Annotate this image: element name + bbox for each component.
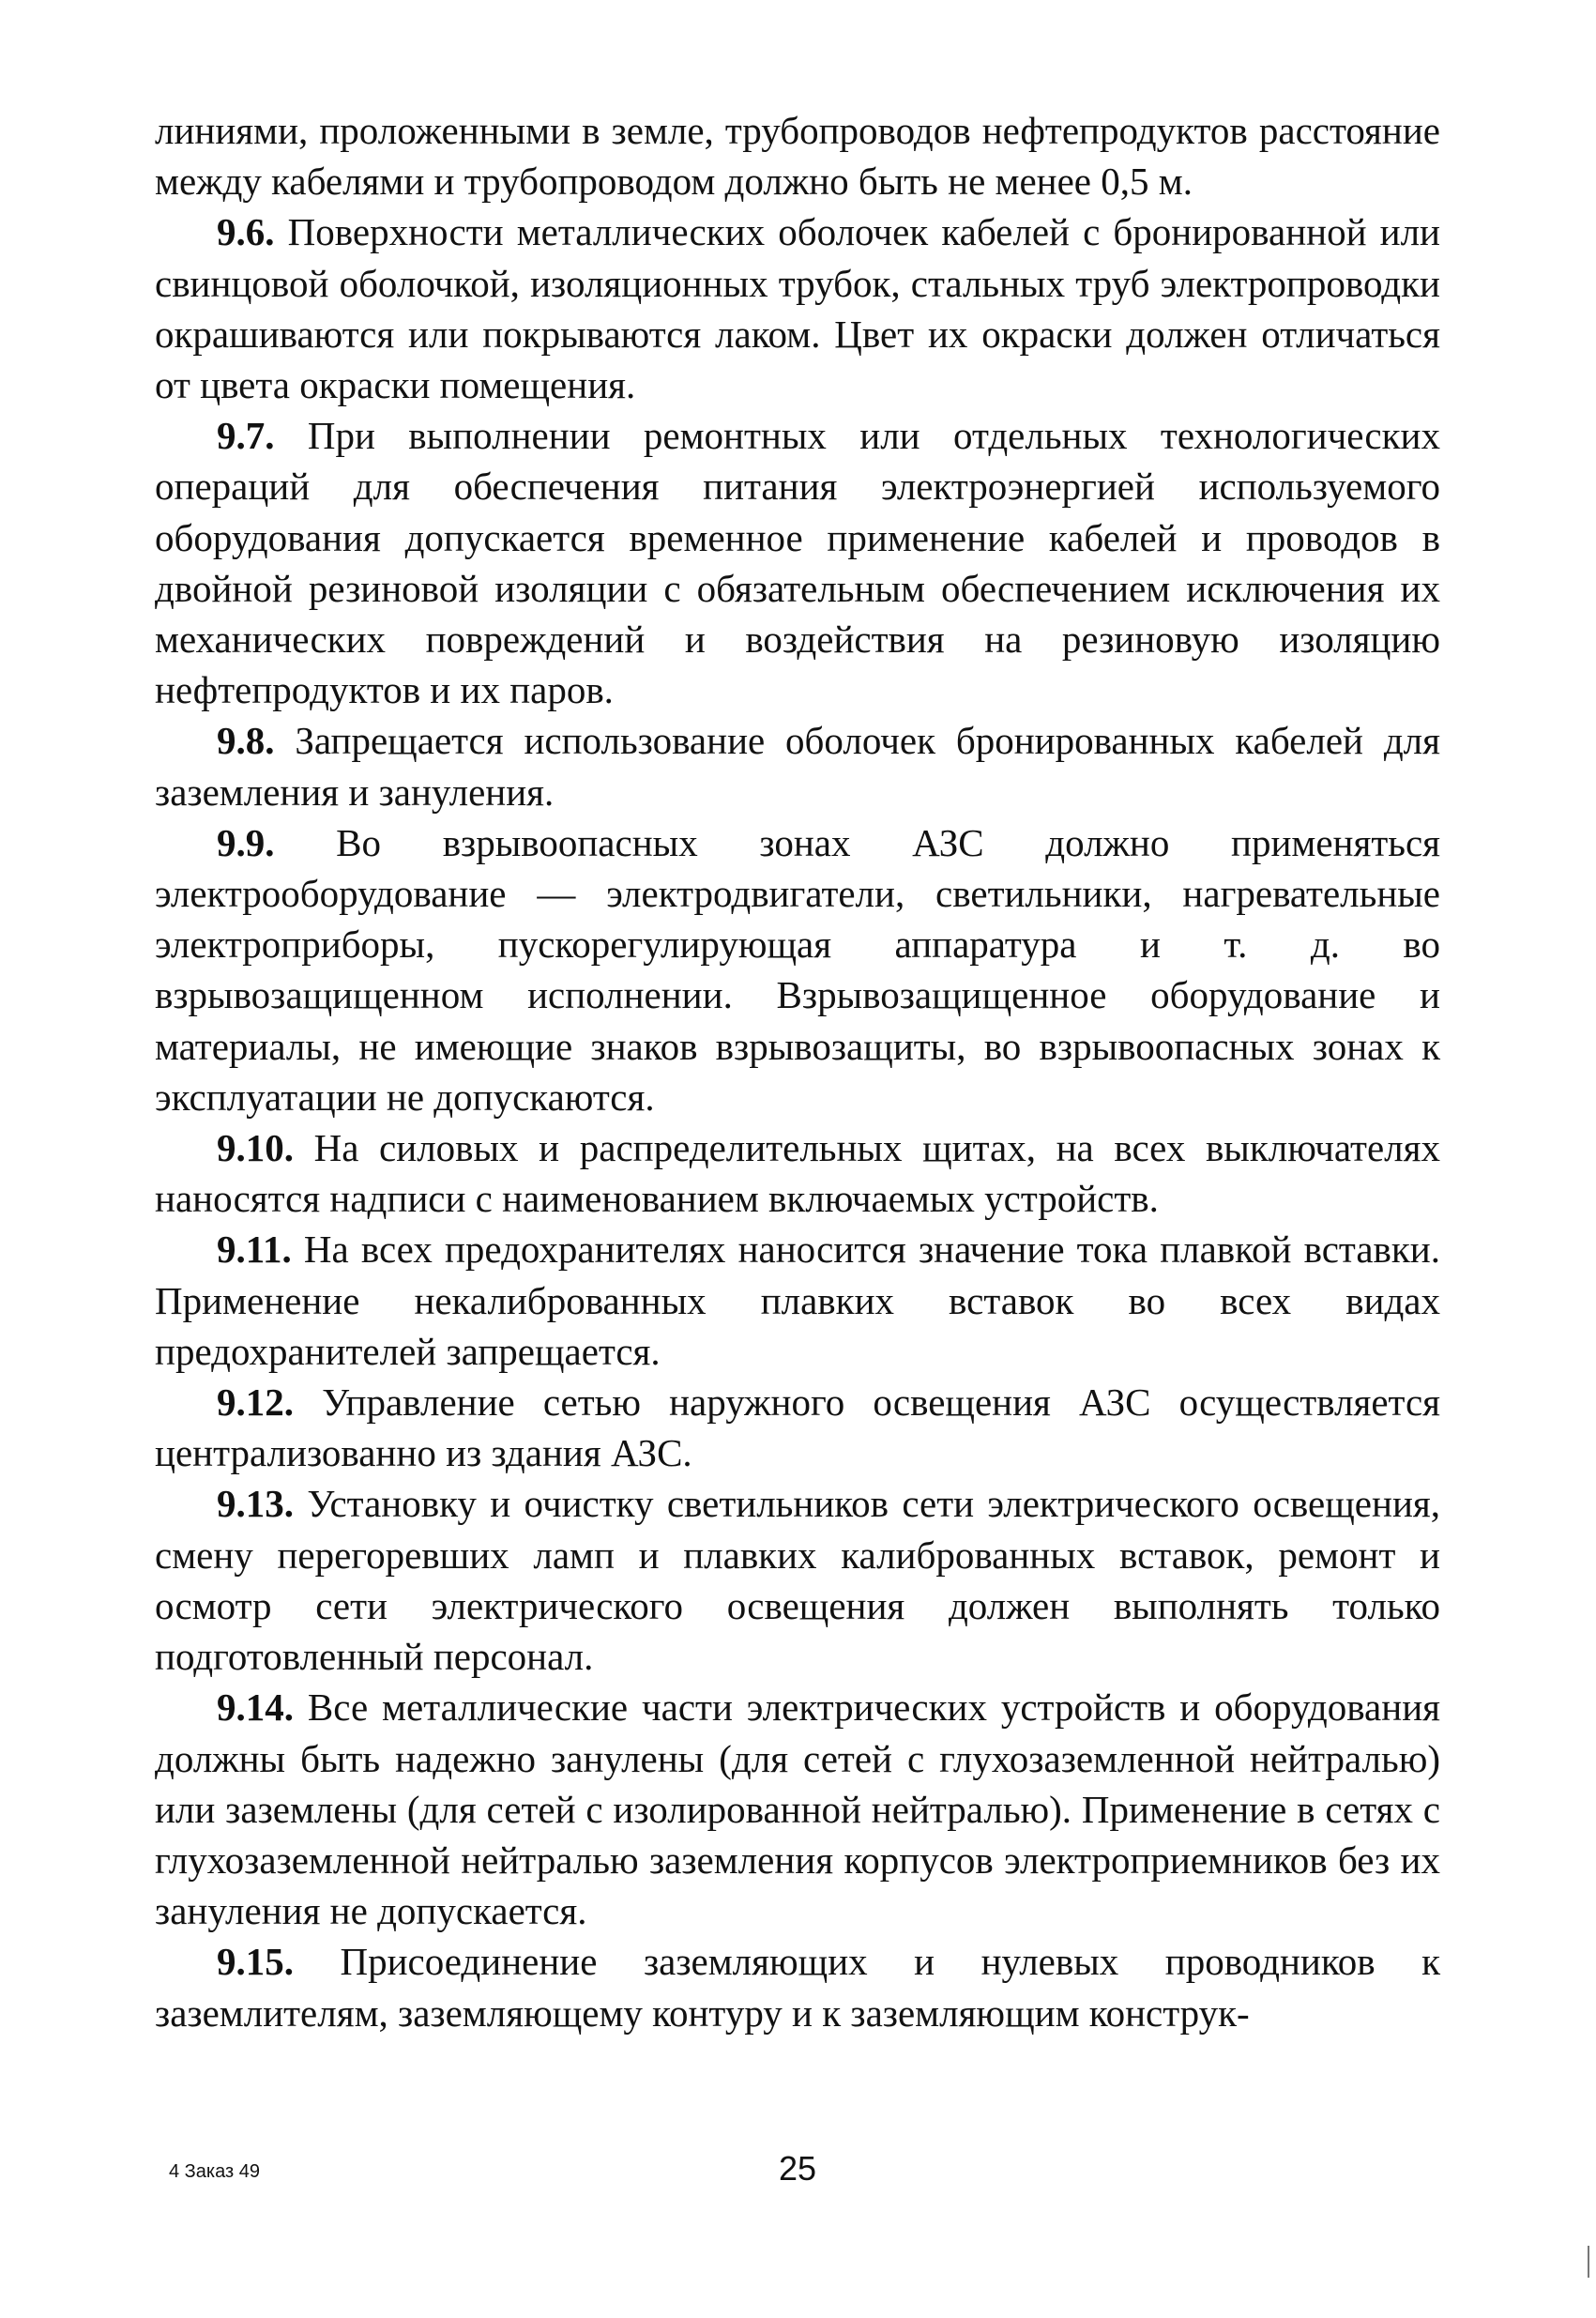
paragraph-text: Все металлические части электрических устройств и оборудования должны быть надежно занулены (для сетей с глухозаземленной нейтралью) или заземлены (для сетей с изолированной нейтралью). Применение в сетях с глухозаземленной нейтралью заземления корпусов электроприемников без их зануления не допускается. bbox=[155, 1685, 1440, 1933]
paragraph-text: линиями, проложенными в земле, трубопроводов нефтепродуктов расстояние между кабелями и трубопроводом должно быть не менее 0,5 м. bbox=[155, 109, 1440, 204]
paragraph-9-11 bbox=[155, 1224, 1440, 1377]
paragraph-text: На силовых и распределительных щитах, на всех выключателях наносятся надписи с наименованием включаемых устройств. bbox=[155, 1126, 1440, 1221]
clause-number: 9.14. bbox=[217, 1685, 294, 1730]
paragraph-9-12 bbox=[155, 1377, 1440, 1478]
paragraph-text: Присоединение заземляющих и нулевых проводников к заземлителям, заземляющему контуру и к заземляющим конструк- bbox=[155, 1940, 1440, 2035]
paragraph-9-7 bbox=[155, 410, 1440, 715]
paragraph-text: Во взрывоопасных зонах АЗС должно применяться электрооборудование — электродвигатели, светильники, нагревательные электроприборы, пускорегулирующая аппаратура и т. д. во взрывозащищенном исполнении. Взрывозащищенное оборудование и материалы, не имеющие знаков взрывозащиты, во взрывоопасных зонах к эксплуатации не допускаются. bbox=[155, 820, 1440, 1119]
scan-edge-mark bbox=[1588, 2246, 1589, 2278]
clause-number: 9.13. bbox=[217, 1482, 294, 1526]
paragraph-9-15 bbox=[155, 1936, 1440, 2037]
paragraph-9-6 bbox=[155, 206, 1440, 410]
paragraph-text: При выполнении ремонтных или отдельных технологических операций для обеспечения питания электроэнергией используемого оборудования допускается временное применение кабелей и проводов в двойной резиновой изоляции с обязательным обеспечением исключения их механических повреждений и воздействия на резиновую изоляцию нефтепродуктов и их паров. bbox=[155, 414, 1440, 712]
paragraph-9-13 bbox=[155, 1478, 1440, 1682]
paragraph-continued bbox=[155, 105, 1440, 206]
clause-number: 9.10. bbox=[217, 1126, 294, 1170]
paragraph-text: Установку и очистку светильников сети электрического освещения, смену перегоревших ламп и плавких калиброванных вставок, ремонт и осмотр сети электрического освещения должен выполнять только подготовленный персонал. bbox=[155, 1482, 1440, 1679]
clause-number: 9.9. bbox=[217, 820, 275, 864]
paragraph-9-10 bbox=[155, 1122, 1440, 1224]
clause-number: 9.11. bbox=[217, 1228, 292, 1272]
paragraph-9-9 bbox=[155, 817, 1440, 1122]
paragraph-text: Запрещается использование оболочек бронированных кабелей для заземления и зануления. bbox=[155, 719, 1440, 814]
paragraph-text: На всех предохранителях наносится значение тока плавкой вставки. Применение некалиброванных плавких вставок во всех видах предохранителей запрещается. bbox=[155, 1228, 1440, 1373]
paragraph-text: Поверхности металлических оболочек кабелей с бронированной или свинцовой оболочкой, изоляционных трубок, стальных труб электропроводки окрашиваются или покрываются лаком. Цвет их окраски должен отличаться от цвета окраски помещения. bbox=[155, 210, 1440, 407]
clause-number: 9.8. bbox=[217, 719, 275, 763]
clause-number: 9.6. bbox=[217, 210, 275, 254]
paragraph-9-14 bbox=[155, 1682, 1440, 1936]
printer-signature-mark: 4 Заказ 49 bbox=[169, 2161, 260, 2182]
clause-number: 9.7. bbox=[217, 414, 275, 458]
paragraph-text: Управление сетью наружного освещения АЗС осуществляется централизованно из здания АЗС. bbox=[155, 1380, 1440, 1475]
body-text bbox=[155, 105, 1440, 2038]
page-number: 25 bbox=[778, 2149, 817, 2188]
clause-number: 9.15. bbox=[217, 1940, 294, 1984]
clause-number: 9.12. bbox=[217, 1380, 294, 1425]
paragraph-9-8 bbox=[155, 715, 1440, 816]
